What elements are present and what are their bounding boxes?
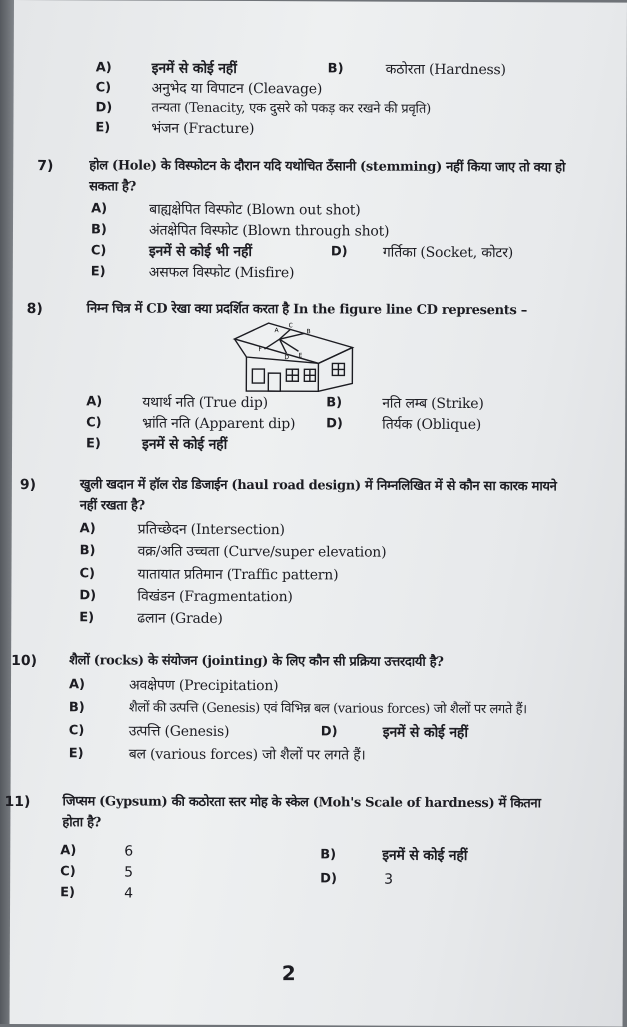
- option-text: अंतक्षेपित विस्फोट (Blown through shot): [149, 223, 389, 240]
- question-stem: निम्न चित्र में CD रेखा क्या प्रदर्शित करता है In the figure line CD represents –: [87, 301, 527, 319]
- option-label: D): [331, 244, 348, 260]
- window: [252, 369, 264, 383]
- question-stem-continued: होता है?: [62, 815, 101, 831]
- question-stem: खुली खदान में हॉल रोड डिजाईन (haul road design) में निम्नलिखित में से कौन सा कारक मायने: [80, 477, 557, 495]
- question-stem: जिप्सम (Gypsum) की कठोरता स्तर मोह के स्केल (Moh's Scale of hardness) में कितना: [62, 794, 540, 812]
- option-text: असफल विस्फोट (Misfire): [149, 265, 295, 282]
- option-text: इनमें से कोई भी नहीं: [149, 244, 252, 260]
- option-text: यथार्थ नति (True dip): [142, 395, 268, 412]
- option-text: 5: [124, 864, 133, 880]
- option-text: 3: [384, 872, 393, 888]
- option-text: शैलों की उत्पत्ति (Genesis) एवं विभिन्न बल (various forces) जो शैलों पर लगते हैं।: [129, 701, 527, 719]
- question-stem-continued: सकता है?: [89, 179, 136, 195]
- option-label: E): [86, 436, 101, 452]
- question-11: [14, 0, 627, 3]
- option-text: बाह्यक्षेपित विस्फोट (Blown out shot): [149, 202, 360, 219]
- option-label: A): [80, 521, 96, 537]
- option-text: इनमें से कोई नहीं: [382, 848, 467, 864]
- question-number: 8): [27, 301, 43, 317]
- option-label: C): [86, 415, 102, 431]
- option-text: अवक्षेपण (Precipitation): [129, 678, 279, 695]
- option-label: A): [60, 843, 76, 859]
- question-number: 9): [20, 477, 36, 493]
- question-8: [14, 0, 627, 3]
- option-text: कठोरता (Hardness): [386, 62, 506, 79]
- figure-label-f: F: [258, 346, 262, 353]
- option-label: D): [321, 724, 338, 740]
- option-label: D): [95, 100, 112, 116]
- option-text: यातायात प्रतिमान (Traffic pattern): [137, 567, 338, 584]
- question-stem: शैलों (rocks) के संयोजन (jointing) के लिए कौन सी प्रक्रिया उत्तरदायी है?: [69, 653, 444, 671]
- option-label: B): [91, 222, 107, 238]
- option-text: उत्पत्ति (Genesis): [129, 724, 230, 740]
- option-text: बल (various forces) जो शैलों पर लगते हैं।: [129, 747, 366, 764]
- option-label: B): [326, 395, 342, 411]
- option-text: 4: [124, 885, 133, 901]
- option-label: B): [69, 700, 85, 716]
- option-label: C): [91, 243, 107, 259]
- option-label: D): [79, 588, 96, 604]
- question-number: 11): [4, 794, 30, 810]
- option-text: गर्तिका (Socket, कोटर): [383, 245, 513, 262]
- option-label: E): [60, 885, 75, 901]
- option-label: E): [91, 264, 106, 280]
- roof-ridge-end: [318, 347, 352, 363]
- page-number: 2: [282, 965, 296, 981]
- figure-label-c: C: [289, 322, 293, 329]
- figure-label-e: E: [298, 352, 302, 359]
- option-text: तिर्यक (Oblique): [382, 417, 481, 433]
- option-text: अनुभेद या विपाटन (Cleavage): [152, 81, 323, 98]
- option-label: D): [326, 416, 343, 432]
- question-6-options: [14, 0, 627, 3]
- question-number: 10): [11, 653, 37, 669]
- option-label: C): [96, 80, 112, 96]
- question-stem: होल (Hole) के विस्फोटन के दौरान यदि यथोचित ठँसानी (stemming) नहीं किया जाए तो क्या हो: [89, 158, 565, 176]
- option-label: C): [79, 566, 95, 582]
- option-label: A): [91, 201, 107, 217]
- option-text: भंजन (Fracture): [151, 121, 254, 137]
- question-number: 7): [37, 158, 53, 174]
- option-text: इनमें से कोई नहीं: [142, 437, 227, 453]
- option-text: तन्यता (Tenacity, एक दुसरे को पकड़ कर रखने की प्रवृति): [151, 101, 431, 118]
- exam-page: [10, 0, 627, 1027]
- option-label: C): [69, 723, 85, 739]
- option-label: B): [320, 847, 336, 863]
- option-label: E): [69, 746, 84, 762]
- option-label: C): [60, 864, 76, 880]
- option-text: भ्रांति नति (Apparent dip): [142, 416, 295, 433]
- figure-label-a: A: [275, 327, 280, 334]
- option-label: A): [96, 60, 112, 76]
- question-9: [14, 0, 627, 3]
- option-label: A): [86, 394, 102, 410]
- option-text: 6: [124, 843, 133, 859]
- option-label: D): [320, 871, 337, 887]
- option-text: इनमें से कोई नहीं: [152, 61, 237, 77]
- option-text: वक्र/अति उच्चता (Curve/super elevation): [138, 544, 387, 561]
- roof-line-af: [264, 339, 279, 349]
- option-text: विखंडन (Fragmentation): [137, 589, 292, 606]
- option-label: E): [79, 610, 94, 626]
- option-label: B): [80, 543, 96, 559]
- option-label: A): [69, 677, 85, 693]
- question-10: [14, 0, 627, 3]
- option-label: B): [328, 61, 344, 77]
- figure-label-d: D: [284, 354, 289, 361]
- figure-label-b: B: [307, 328, 311, 335]
- option-text: नति लम्ब (Strike): [382, 396, 483, 412]
- option-text: प्रतिच्छेदन (Intersection): [138, 522, 285, 539]
- option-text: ढलान (Grade): [137, 611, 222, 627]
- option-text: इनमें से कोई नहीं: [383, 725, 468, 741]
- house-roof-figure: [224, 321, 364, 394]
- option-label: E): [95, 120, 110, 136]
- question-7: [14, 0, 627, 3]
- door: [268, 373, 280, 391]
- question-stem-continued: नहीं रखता है?: [80, 498, 145, 514]
